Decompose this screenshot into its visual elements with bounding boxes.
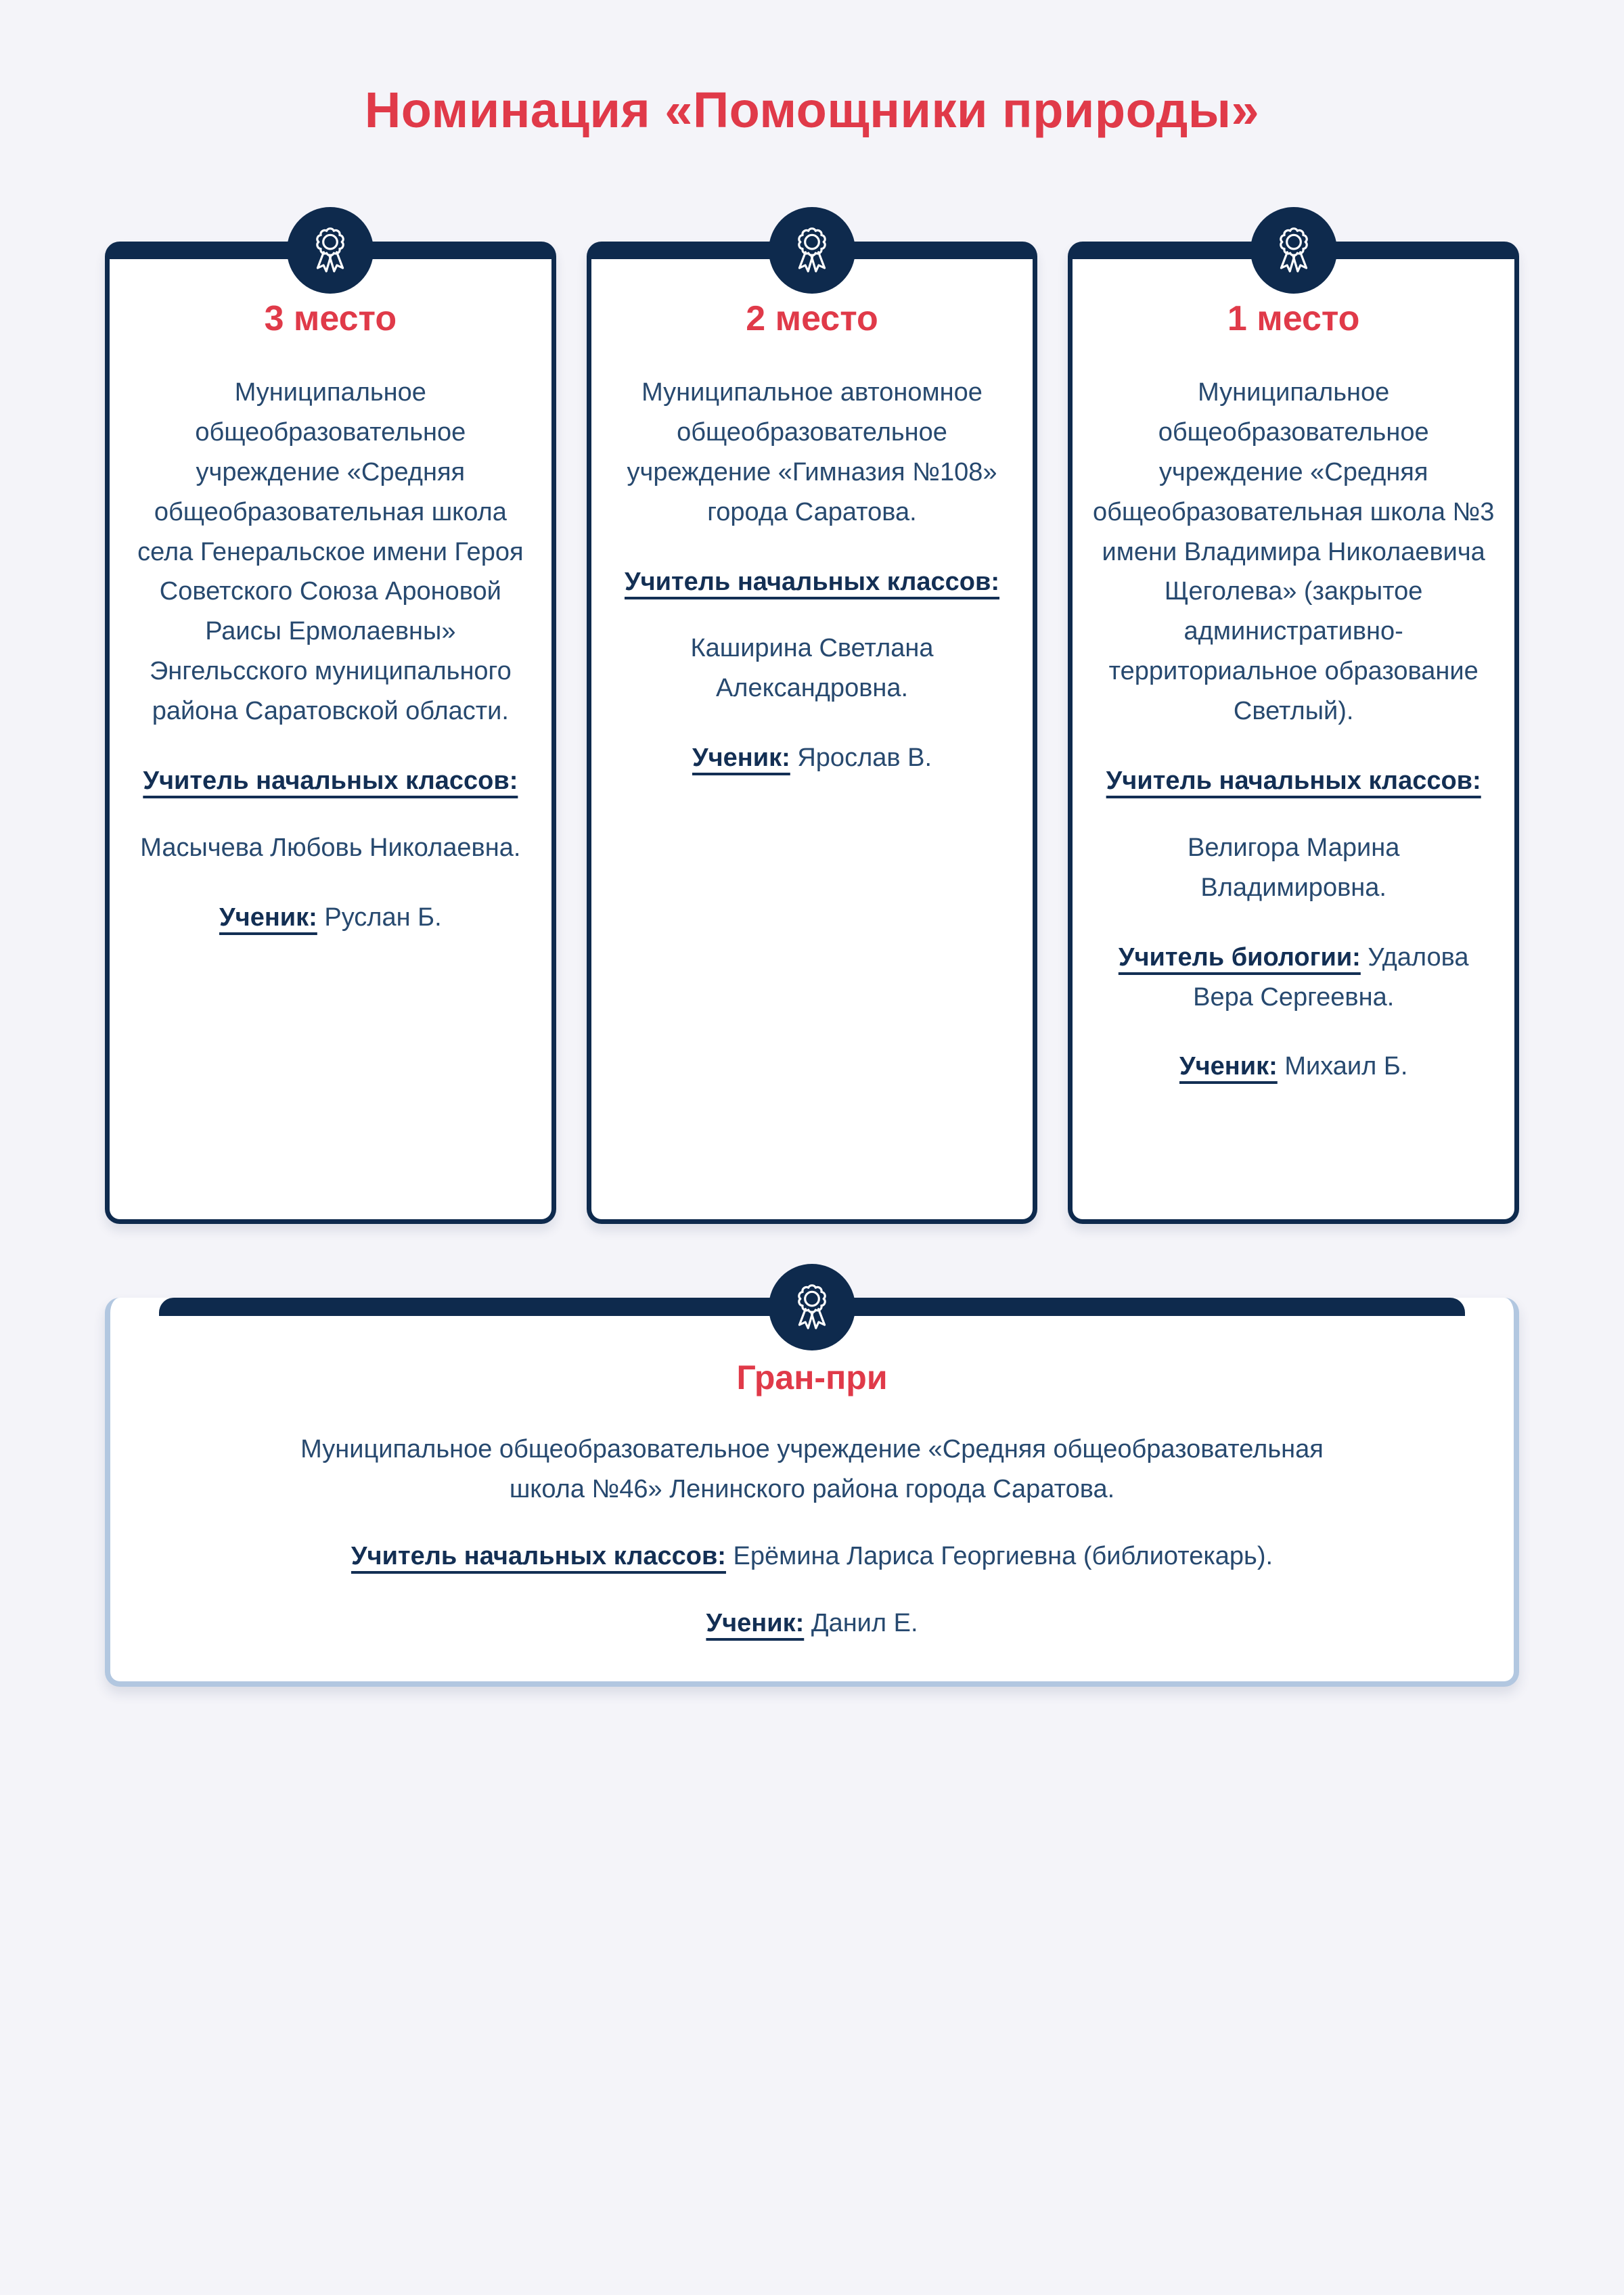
student-line <box>164 1604 1460 1643</box>
award-card-place-1 <box>1068 242 1519 1224</box>
place-title: 2 место <box>746 299 878 338</box>
teacher-name: Масычева Любовь Николаевна. <box>140 833 521 862</box>
student-name: Ярослав В. <box>797 744 932 773</box>
place-title: 1 место <box>1227 299 1360 338</box>
badge-circle <box>1250 207 1337 294</box>
grand-prix-title: Гран-при <box>736 1359 888 1396</box>
student-line <box>610 738 1014 778</box>
badge-circle <box>769 207 855 294</box>
teacher-label: Учитель начальных классов: <box>351 1541 726 1570</box>
award-ribbon-icon <box>300 221 360 280</box>
biology-teacher-label: Учитель биологии: <box>1118 942 1361 972</box>
teacher-label: Учитель начальных классов: <box>1106 767 1481 796</box>
student-name: Руслан Б. <box>324 903 442 932</box>
school-name: Муниципальное общеобразовательное учреждение «Средняя общеобразовательная школа №46» Ленинского района города Саратова. <box>300 1435 1324 1503</box>
award-card-place-2 <box>587 242 1038 1224</box>
student-label: Ученик: <box>706 1608 805 1637</box>
award-card-grand-prix <box>105 1298 1519 1687</box>
student-name: Данил Е. <box>811 1608 918 1637</box>
badge-circle <box>287 207 374 294</box>
school-name: Муниципальное общеобразовательное учреждение «Средняя общеобразовательная школа села Генеральское имени Героя Советского Союза Ароновой Раисы Ермолаевны» Энгельсского муниципального района Саратовской области. <box>137 378 524 726</box>
teacher-label: Учитель начальных классов: <box>143 767 518 796</box>
award-ribbon-icon <box>782 1277 842 1337</box>
student-line <box>1091 1047 1495 1087</box>
award-ribbon-icon <box>1264 221 1324 280</box>
student-label: Ученик: <box>1179 1052 1278 1081</box>
teacher-label: Учитель начальных классов: <box>624 567 1000 596</box>
biology-teacher-name: Удалова Вера Сергеевна. <box>1193 942 1469 1012</box>
page-title: Номинация «Помощники природы» <box>364 82 1260 138</box>
badge-circle <box>769 1264 855 1350</box>
teacher-name: Каширина Светлана Александровна. <box>690 634 934 703</box>
award-ribbon-icon <box>782 221 842 280</box>
student-line <box>129 898 533 938</box>
teacher-line <box>164 1537 1460 1576</box>
student-label: Ученик: <box>219 903 317 932</box>
biology-teacher-line <box>1091 938 1495 1018</box>
award-card-place-3 <box>105 242 556 1224</box>
school-name: Муниципальное общеобразовательное учреждение «Средняя общеобразовательная школа №3 имени Владимира Николаевича Щеголева» (закрытое административно-территориальное образование Светлый). <box>1092 378 1495 726</box>
teacher-name: Велигора Марина Владимировна. <box>1188 833 1400 902</box>
school-name: Муниципальное автономное общеобразовательное учреждение «Гимназия №108» города Саратова. <box>627 378 997 526</box>
student-label: Ученик: <box>692 744 790 773</box>
teacher-name: Ерёмина Лариса Георгиевна (библиотекарь). <box>733 1541 1273 1570</box>
student-name: Михаил Б. <box>1284 1052 1408 1081</box>
places-row <box>105 242 1519 1224</box>
place-title: 3 место <box>264 299 397 338</box>
